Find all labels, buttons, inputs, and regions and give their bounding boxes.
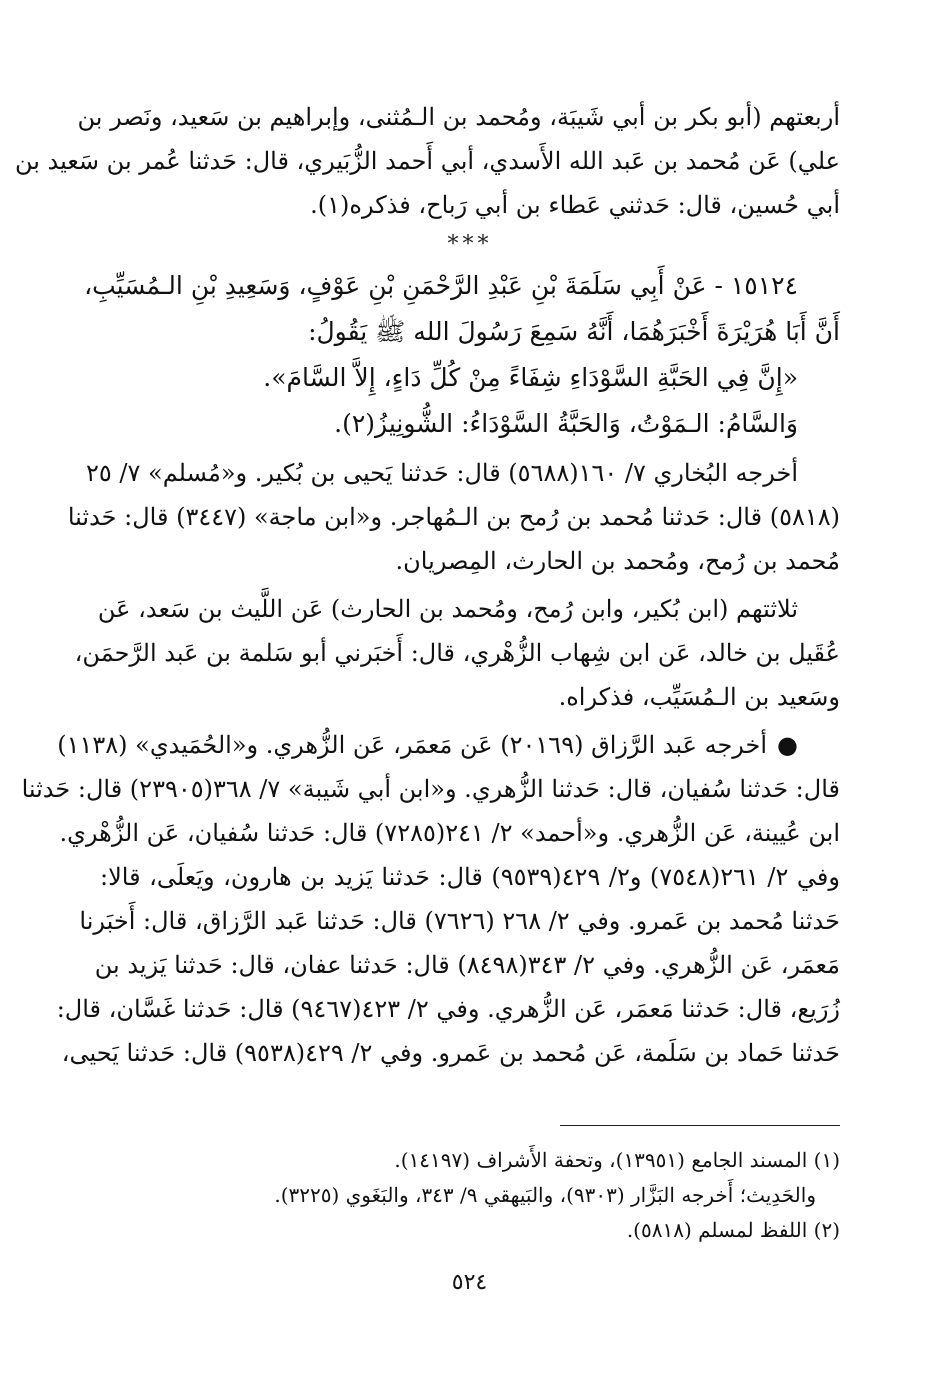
page-number: ٥٢٤ bbox=[451, 1270, 488, 1295]
paragraph-bullet-takhrij bbox=[21, 723, 840, 1075]
hadith-line: ١٥١٢٤ - عَنْ أَبِي سَلَمَةَ بْنِ عَبْدِ الرَّحْمَنِ بْنِ عَوْفٍ، وَسَعِيدِ بْنِ الـمُسَيِّبِ، bbox=[84, 271, 798, 300]
footnote-1-continuation: والحَدِيث؛ أَخرجه البَزَّار (٩٣٠٣)، والبَيهقي ٩/ ٣٤٣، والبَغَوي (٣٢٢٥). bbox=[274, 1183, 816, 1207]
section-separator: *** bbox=[447, 232, 493, 257]
main-text bbox=[14, 95, 840, 1075]
text-line: حَدثنا مُحمد بن عَمرو. وفي ٢/ ٢٦٨ (٧٦٢٦) قال: حَدثنا عَبد الرَّزاق، قال: أَخبَرنا bbox=[79, 907, 840, 935]
text-line: ابن عُيينة، عَن الزُّهري. و«أحمد» ٢/ ٢٤١(٧٢٨٥) قال: حَدثنا سُفيان، عَن الزُّهْري. bbox=[59, 819, 840, 847]
text-line: علي) عَن مُحمد بن عَبد الله الأَسدي، أبي أَحمد الزُّبَيري، قال: حَدثنا عُمر بن سَعيد بن bbox=[14, 147, 840, 175]
text-line: (٥٨١٨) قال: حَدثنا مُحمد بن رُمح بن الـمُهاجر. و«ابن ماجة» (٣٤٤٧) قال: حَدثنا bbox=[67, 503, 840, 531]
text-line: أخرجه البُخاري ٧/ ١٦٠(٥٦٨٨) قال: حَدثنا يَحيى بن بُكير. و«مُسلم» ٧/ ٢٥ bbox=[85, 459, 798, 487]
text-line: حَدثنا حَماد بن سَلَمة، عَن مُحمد بن عَمرو. وفي ٢/ ٤٢٩(٩٥٣٨) قال: حَدثنا يَحيى، bbox=[61, 1039, 840, 1067]
paragraph-three-narrators bbox=[74, 587, 840, 719]
text-span: أخرجه عَبد الرَّزاق (٢٠١٦٩) عَن مَعمَر، عَن الزُّهري. و«الحُمَيدي» (١١٣٨) bbox=[57, 731, 768, 759]
text-line: مُحمد بن رُمح، ومُحمد بن الحارث، المِصريان. bbox=[395, 547, 840, 575]
text-line: وفي ٢/ ٢٦١(٧٥٤٨) و٢/ ٤٢٩(٩٥٣٩) قال: حَدثنا يَزيد بن هارون، ويَعلَى، قالا: bbox=[100, 863, 840, 891]
text-line: أربعتهم (أبو بكر بن أبي شَيبَة، ومُحمد بن الـمُثنى، وإبراهيم بن سَعيد، ونَصر بن bbox=[77, 103, 840, 131]
hadith-text bbox=[84, 263, 840, 447]
footnote-2: (٢) اللفظ لمسلم (٥٨١٨). bbox=[626, 1218, 840, 1242]
text-line: ثلاثتهم (ابن بُكير، وابن رُمح، ومُحمد بن الحارث) عَن اللَّيث بن سَعد، عَن bbox=[97, 595, 798, 623]
hadith-line: «إِنَّ فِي الحَبَّةِ السَّوْدَاءِ شِفَاءً مِنْ كُلِّ دَاءٍ، إِلاَّ السَّامَ». bbox=[263, 363, 798, 392]
paragraph-chain-of-narrators bbox=[14, 95, 840, 227]
hadith-line: وَالسَّامُ: الـمَوْتُ، وَالحَبَّةُ السَّوْدَاءُ: الشُّونِيزُ(٢). bbox=[334, 409, 798, 438]
text-line bbox=[57, 723, 840, 767]
text-line: وسَعيد بن الـمُسَيِّب، فذكراه. bbox=[558, 683, 840, 711]
text-line: قال: حَدثنا سُفيان، قال: حَدثنا الزُّهري. و«ابن أبي شَيبة» ٧/ ٣٦٨(٢٣٩٠٥) قال: حَدثنا bbox=[21, 775, 840, 803]
hadith-line: أَنَّ أَبَا هُرَيْرَةَ أَخْبَرَهُمَا، أَنَّهُ سَمِعَ رَسُولَ الله ﷺ يَقُولُ: bbox=[308, 317, 840, 346]
bullet-icon: ● bbox=[777, 731, 798, 759]
paragraph-takhrij bbox=[67, 451, 840, 583]
text-line: زُرَيع، قال: حَدثنا مَعمَر، عَن الزُّهري. وفي ٢/ ٤٢٣(٩٤٦٧) قال: حَدثنا غَسَّان، قال: bbox=[56, 995, 840, 1023]
footnote-1: (١) المسند الجامع (١٣٩٥١)، وتحفة الأَشراف (١٤١٩٧). bbox=[394, 1148, 840, 1172]
footnotes bbox=[100, 1143, 840, 1248]
text-line: عُقَيل بن خالد، عَن ابن شِهاب الزُّهْري، قال: أَخبَرني أبو سَلمة بن عَبد الرَّحمَن، bbox=[74, 639, 840, 667]
text-line: أبي حُسين، قال: حَدثني عَطاء بن أبي رَباح، فذكره(١). bbox=[310, 191, 840, 219]
footnote-divider bbox=[560, 1125, 840, 1126]
text-line: مَعمَر، عَن الزُّهري. وفي ٢/ ٣٤٣(٨٤٩٨) قال: حَدثنا عفان، قال: حَدثنا يَزيد بن bbox=[94, 951, 840, 979]
